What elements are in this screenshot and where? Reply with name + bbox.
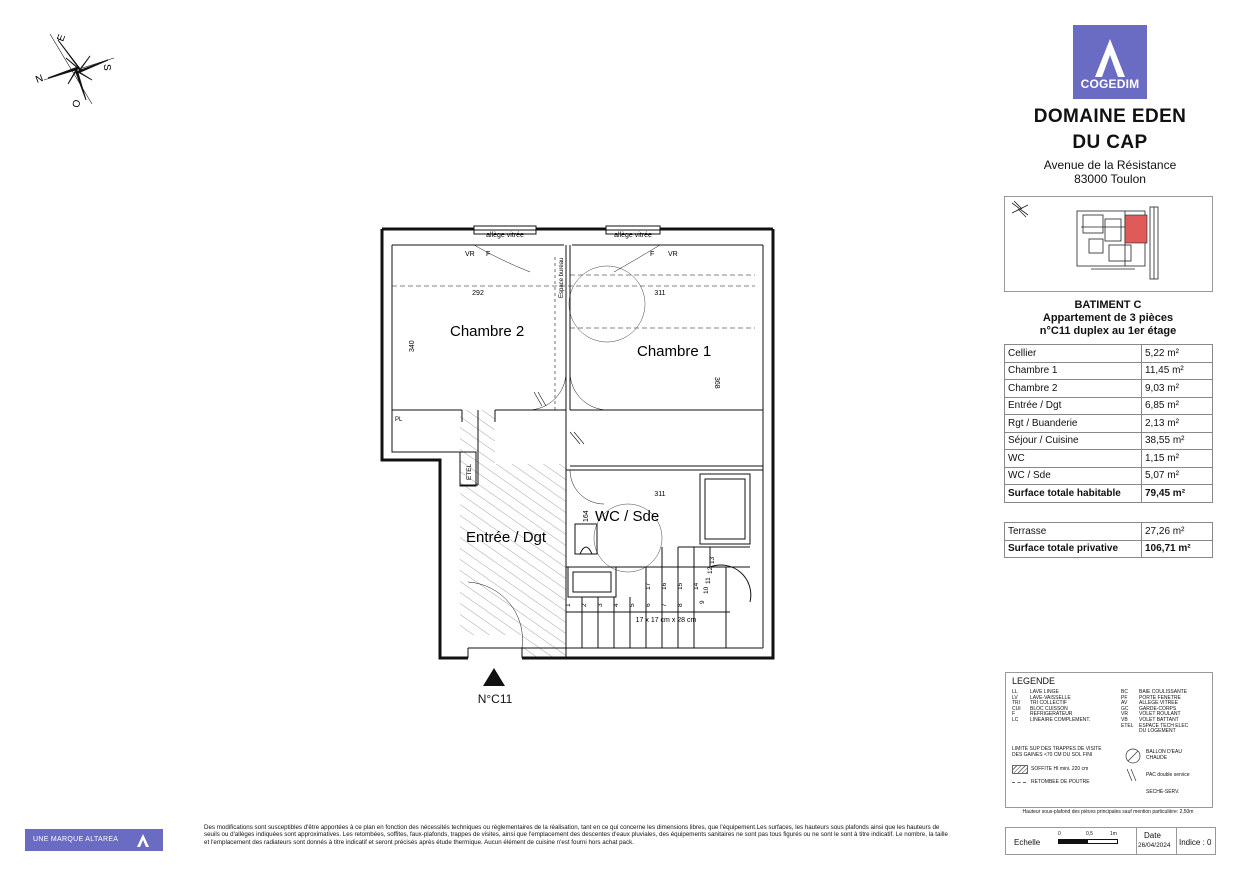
room-area-value: 11,45 <box>1145 365 1170 377</box>
table-row <box>1005 380 1213 398</box>
legend-desc: TRI COLLECTIF <box>1030 700 1067 707</box>
legend-desc: BAIE COULISSANTE <box>1139 689 1188 695</box>
legend-code: LC <box>1012 716 1019 723</box>
window-label-right: allège vitrée <box>614 232 652 239</box>
stair-step-numbers <box>565 556 716 607</box>
ballon-icon <box>1124 747 1142 765</box>
soffite-swatch-icon <box>1012 765 1028 774</box>
stair-step-1: 1 <box>565 603 572 607</box>
scale-bar-icon <box>1058 839 1118 844</box>
compass-n: N <box>34 73 45 86</box>
room-area-unit: m² <box>1167 400 1179 412</box>
unit-highlight <box>1125 215 1147 243</box>
legend-desc: PORTE FENETRE <box>1139 694 1181 701</box>
table-row <box>1005 397 1213 415</box>
legend-code: F <box>1012 711 1016 718</box>
room-label-wc-sde: WC / Sde <box>595 508 660 525</box>
legend-ballon-line2: CHAUDE <box>1146 754 1168 761</box>
stair-step-7: 7 <box>661 603 668 607</box>
legend-code: VR <box>1121 711 1128 718</box>
project-title <box>1000 104 1220 156</box>
room-area <box>1142 467 1213 485</box>
legend-desc: ESPACE TECH ELEC <box>1139 722 1189 729</box>
legend-desc: DU LOGEMENT <box>1139 728 1176 735</box>
retombee-line-icon <box>1012 782 1026 783</box>
compass-o: O <box>71 98 84 109</box>
date-label: Date <box>1144 831 1161 840</box>
legend-desc: ALLEGE VITREE <box>1139 700 1178 707</box>
terrasse-value: 27,26 m² <box>1142 523 1213 541</box>
compass-e: E <box>55 32 69 44</box>
stair-step-6: 6 <box>645 603 652 607</box>
stair-step-13: 13 <box>709 556 716 564</box>
echelle-label: Echelle <box>1014 838 1041 847</box>
legend-desc: LINEAIRE COMPLEMENT. <box>1030 716 1091 723</box>
room-area-value: 5,22 <box>1145 347 1165 359</box>
stair-step-9: 9 <box>699 600 706 604</box>
legend-desc: LAVE LINGE <box>1030 689 1059 695</box>
room-area-value: 38,55 <box>1145 435 1171 447</box>
legend-title: LEGENDE <box>1012 676 1056 686</box>
entrance-arrow-icon <box>481 666 507 688</box>
indice-value: Indice : 0 <box>1179 838 1212 847</box>
pac-icon <box>1124 767 1142 783</box>
legend-item <box>1012 718 1122 724</box>
outer-walls <box>382 229 773 658</box>
legend-desc: VOLET ROULANT <box>1139 711 1181 718</box>
room-area-value: 1,15 <box>1145 452 1165 464</box>
legend-ballon-line1: BALLON D'EAU <box>1146 749 1182 755</box>
room-label-chambre2: Chambre 2 <box>450 323 525 340</box>
room-area-unit: m² <box>1167 452 1179 464</box>
stair-step-4: 4 <box>613 603 620 607</box>
room-area <box>1142 345 1213 363</box>
compass-s: S <box>101 64 112 71</box>
room-label-entree: Entrée / Dgt <box>466 529 547 546</box>
legend-code: LV <box>1012 694 1018 701</box>
table-row <box>1005 415 1213 433</box>
legend-soffite: SOFFITE HI mini. 220 cm <box>1031 766 1089 772</box>
table-row <box>1005 523 1213 541</box>
building-label: BATIMENT C <box>1074 299 1142 311</box>
entrance-label: N°C11 <box>477 692 513 706</box>
table-row <box>1005 467 1213 485</box>
legend-pac: PAC double service <box>1146 772 1190 778</box>
legend-seche: SECHE-SERV. <box>1146 789 1180 795</box>
key-plan-drawing <box>1005 197 1212 291</box>
room-area-unit: m² <box>1167 382 1179 394</box>
radiator-symbols <box>534 392 584 444</box>
address-line2: 83000 Toulon <box>1074 172 1146 186</box>
espace-bureau-label: Espace bureau <box>559 257 565 298</box>
legend-code: GC <box>1121 705 1129 712</box>
legend-desc: LAVE-VAISSELLE <box>1030 694 1071 701</box>
legend-code: TRI <box>1012 700 1021 707</box>
date-value: 26/04/2024 <box>1138 842 1171 849</box>
total-private-label: Surface totale privative <box>1005 540 1142 558</box>
legend-code: CUI <box>1012 705 1021 712</box>
stair-step-2: 2 <box>581 603 588 607</box>
legend-box <box>1005 672 1213 808</box>
room-area <box>1142 397 1213 415</box>
altarea-badge <box>25 829 163 851</box>
vr-label-left: VR <box>465 251 475 258</box>
room-area <box>1142 380 1213 398</box>
project-title-line1: DOMAINE EDEN <box>1033 106 1187 127</box>
stair-step-8: 8 <box>677 603 684 607</box>
address-line1: Avenue de la Résistance <box>1043 158 1177 172</box>
table-row <box>1005 432 1213 450</box>
stair-step-15: 15 <box>677 582 684 590</box>
project-title-line2: DU CAP <box>1072 132 1148 153</box>
scale-1m: 1m <box>1110 831 1117 837</box>
stair-step-3: 3 <box>597 603 604 607</box>
key-plan <box>1004 196 1213 292</box>
table-row <box>1005 345 1213 363</box>
total-habitable-value: 79,45 m² <box>1142 485 1213 503</box>
stair-step-17: 17 <box>645 582 652 590</box>
table-row <box>1005 362 1213 380</box>
legend-code: VB <box>1121 716 1128 723</box>
legend-code: AV <box>1121 700 1128 707</box>
legend-desc: REFRIGERATEUR <box>1030 711 1073 718</box>
f-label-right: F <box>650 251 655 258</box>
rooms-table <box>1004 344 1213 503</box>
room-area-value: 5,07 <box>1145 470 1165 482</box>
total-habitable-label: Surface totale habitable <box>1005 485 1142 503</box>
stair-step-10: 10 <box>703 586 710 594</box>
floor-plan <box>370 222 780 712</box>
dim-340: 340 <box>409 340 416 352</box>
room-area-value: 2,13 <box>1145 417 1165 429</box>
unit-type: Appartement de 3 pièces <box>1042 312 1174 324</box>
room-area-unit: m² <box>1167 417 1179 429</box>
room-name: Cellier <box>1005 345 1142 363</box>
room-name: Chambre 2 <box>1005 380 1142 398</box>
room-area-value: 9,03 <box>1145 382 1165 394</box>
vr-label-right: VR <box>668 251 678 258</box>
legend-ballon <box>1146 750 1182 761</box>
compass-rose <box>30 28 125 113</box>
project-address <box>1000 158 1220 186</box>
scale-05: 0,5 <box>1086 831 1093 837</box>
stair-step-16: 16 <box>661 582 668 590</box>
stair-step-5: 5 <box>629 603 636 607</box>
legend-code: BC <box>1121 689 1128 695</box>
unit-heading <box>1000 299 1216 338</box>
room-name: Rgt / Buanderie <box>1005 415 1142 433</box>
room-area-unit: m² <box>1172 365 1184 377</box>
room-area <box>1142 415 1213 433</box>
room-area-unit: m² <box>1172 435 1185 447</box>
legend-limit-line1: LIMITE SUP DES TRAPPES DE VISITE <box>1012 746 1102 752</box>
title-block <box>1005 827 1216 855</box>
ceiling-height-note: Hauteur sous-plafond des pièces principales sauf mention particulière: 2,50m <box>1022 809 1194 815</box>
room-name: WC / Sde <box>1005 467 1142 485</box>
room-label-chambre1: Chambre 1 <box>637 343 712 360</box>
room-name: Entrée / Dgt <box>1005 397 1142 415</box>
room-name: WC <box>1005 450 1142 468</box>
legend-desc: VOLET BATTANT <box>1139 716 1179 723</box>
altarea-a-icon <box>135 832 151 848</box>
dim-164: 164 <box>583 510 590 522</box>
room-area-unit: m² <box>1167 470 1179 482</box>
legend-desc: GARDE-CORPS <box>1139 705 1177 712</box>
private-surface-table <box>1004 522 1213 558</box>
pl-label: PL <box>395 417 403 423</box>
legend-left-list <box>1012 690 1122 724</box>
table-row <box>1005 540 1213 558</box>
room-area <box>1142 362 1213 380</box>
room-area-unit: m² <box>1167 347 1179 359</box>
table-row <box>1005 450 1213 468</box>
table-row <box>1005 485 1213 503</box>
stair-step-11: 11 <box>705 577 712 584</box>
f-label-left: F <box>486 251 491 258</box>
total-private-value: 106,71 m² <box>1142 540 1213 558</box>
stair-step-12: 12 <box>707 566 714 574</box>
legend-code <box>1121 729 1139 735</box>
stair-step-14: 14 <box>693 582 700 590</box>
legend-retombee: RETOMBEE DE POUTRE <box>1031 779 1090 785</box>
room-area <box>1142 450 1213 468</box>
dim-311-bottom: 311 <box>654 491 666 498</box>
altarea-text: UNE MARQUE ALTAREA <box>33 836 119 843</box>
room-area-value: 6,85 <box>1145 400 1165 412</box>
logo-text: COGEDIM <box>1080 77 1140 91</box>
legend-desc: BLOC CUISSON <box>1030 705 1068 712</box>
terrasse-label: Terrasse <box>1005 523 1142 541</box>
room-name: Chambre 1 <box>1005 362 1142 380</box>
legend-code: LL <box>1012 689 1018 695</box>
scale-0: 0 <box>1058 831 1061 837</box>
legend-code: ETEL <box>1121 722 1134 729</box>
window-label-left: allège vitrée <box>486 232 524 239</box>
legend-item <box>1121 729 1211 735</box>
legend-limit <box>1012 747 1102 758</box>
legend-code: PF <box>1121 694 1128 701</box>
dim-311-top: 311 <box>654 290 666 297</box>
etel-label: ETEL <box>466 463 473 480</box>
unit-number: n°C11 duplex au 1er étage <box>1039 325 1177 337</box>
dim-292: 292 <box>472 290 484 297</box>
stair-dims: 17 x 17 cm x 28 cm <box>635 617 697 624</box>
room-name: Séjour / Cuisine <box>1005 432 1142 450</box>
legend-limit-line2: DES GAINES <70 CM DU SOL FINI <box>1012 751 1093 758</box>
legend-right-list <box>1121 690 1211 735</box>
disclaimer-text: Des modifications sont susceptibles d'être apportées à ce plan en fonction des nécessités techniques ou réglementaires de la réalisation, tant en ce qui concerne les dimensions libres, que l'équipement.Les surfaces, les hauteurs sous plafonds ainsi que les hauteurs de seuils ou d'allèges indiquées sont approximatives. Les retombées, soffites, faux-plafonds, trappes de visites, ainsi que l'emplacement des descentes d'eaux pluviales, des équipements sanitaires ne sont pas tous figurés ou ne sont le sont à titre indicatif. Le nombre, la taille et l'emplacement des radiateurs sont donnés à titre indicatif et seront précisés après étude thermique. Aucun élément de cuisine n'est fourni hors achat pack. <box>204 824 948 846</box>
room-area <box>1142 432 1213 450</box>
dim-368: 368 <box>713 377 720 389</box>
